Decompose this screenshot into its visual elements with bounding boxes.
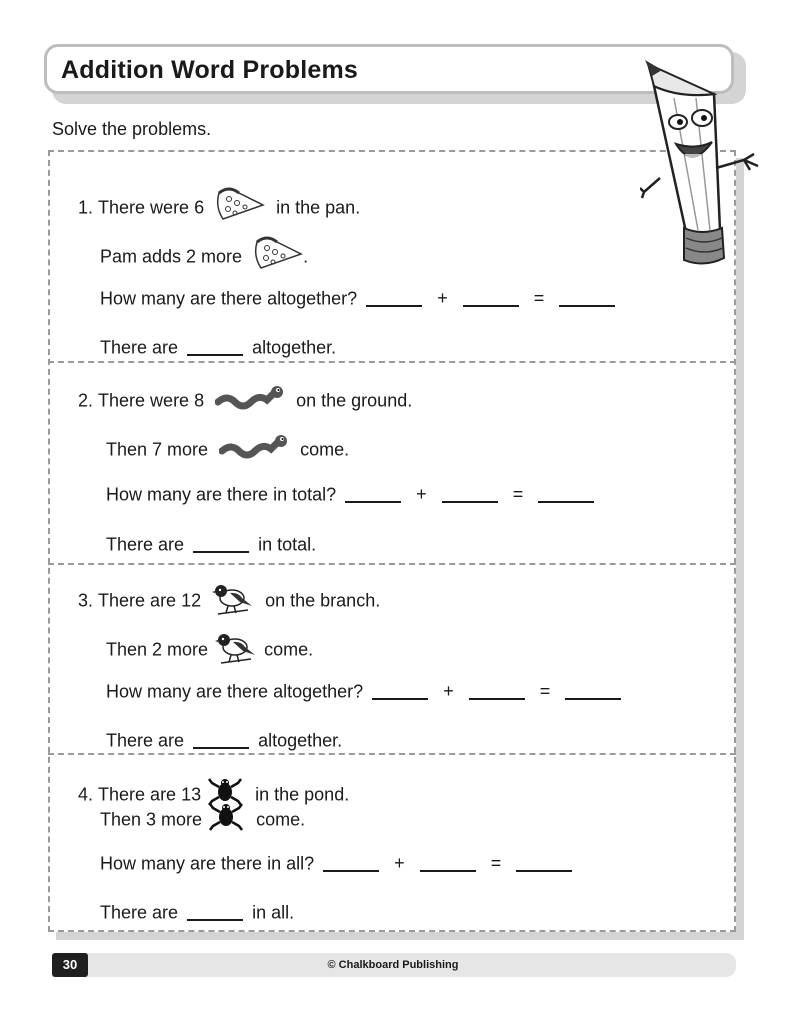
problem-text: Pam adds 2 more <box>100 246 243 267</box>
problem-1-question <box>100 286 619 309</box>
equals-sign: = <box>539 681 551 702</box>
plus-sign: + <box>416 484 427 505</box>
problem-text: come. <box>256 809 306 830</box>
worm-icon <box>215 384 285 417</box>
answer-blank[interactable] <box>516 854 572 872</box>
answer-blank[interactable] <box>442 485 498 503</box>
problem-text: Then 2 more <box>106 639 209 660</box>
problem-text: . <box>303 246 309 267</box>
answer-text: There are <box>100 337 179 358</box>
answer-blank[interactable] <box>193 731 249 749</box>
problem-number: 2. <box>78 390 94 411</box>
problem-number: 3. <box>78 590 94 611</box>
problem-text: There were 6 <box>98 197 205 218</box>
problem-1-line-2 <box>100 236 308 277</box>
answer-blank[interactable] <box>469 682 525 700</box>
copyright-text: © Chalkboard Publishing <box>327 959 459 971</box>
answer-blank[interactable] <box>463 289 519 307</box>
answer-text: in all. <box>252 902 295 923</box>
problem-4-question <box>100 851 576 874</box>
answer-blank[interactable] <box>372 682 428 700</box>
problem-text: Then 7 more <box>106 439 209 460</box>
answer-blank[interactable] <box>187 903 243 921</box>
title-banner <box>44 44 734 94</box>
problem-number: 1. <box>78 197 94 218</box>
plus-sign: + <box>394 853 405 874</box>
question-text: How many are there in all? <box>100 853 315 874</box>
answer-blank[interactable] <box>538 485 594 503</box>
problem-divider <box>48 563 736 565</box>
problem-3-question <box>106 679 625 702</box>
answer-text: altogether. <box>252 337 337 358</box>
bird-icon <box>215 629 257 670</box>
answer-blank[interactable] <box>345 485 401 503</box>
answer-blank[interactable] <box>193 535 249 553</box>
problem-text: on the ground. <box>296 390 413 411</box>
problem-4-line-2 <box>100 802 305 837</box>
answer-text: There are <box>100 902 179 923</box>
problem-3-answer <box>106 728 342 751</box>
problem-divider <box>48 361 736 363</box>
answer-blank[interactable] <box>323 854 379 872</box>
problem-divider <box>48 753 736 755</box>
page-title: Addition Word Problems <box>61 56 358 84</box>
pizza-slice-icon <box>253 236 303 277</box>
answer-text: There are <box>106 534 185 555</box>
problem-text: in the pan. <box>276 197 361 218</box>
question-text: How many are there in total? <box>106 484 337 505</box>
answer-text: altogether. <box>258 730 343 751</box>
frog-icon <box>209 802 243 837</box>
answer-text: in total. <box>258 534 317 555</box>
problem-text: on the branch. <box>265 590 381 611</box>
problem-3-line-2 <box>106 629 313 670</box>
problem-3-line-1 <box>78 580 380 621</box>
pencil-character-icon <box>640 58 764 277</box>
question-text: How many are there altogether? <box>100 288 358 309</box>
equals-sign: = <box>512 484 524 505</box>
page-number: 30 <box>52 953 88 977</box>
answer-blank[interactable] <box>187 338 243 356</box>
problem-2-line-1 <box>78 384 412 417</box>
problem-2-line-2 <box>106 433 349 466</box>
answer-blank[interactable] <box>559 289 615 307</box>
pizza-slice-icon <box>215 187 265 228</box>
problem-text: come. <box>300 439 350 460</box>
problem-text: There were 8 <box>98 390 205 411</box>
problem-text: Then 3 more <box>100 809 203 830</box>
plus-sign: + <box>443 681 454 702</box>
problem-1-line-1 <box>78 187 360 228</box>
question-text: How many are there altogether? <box>106 681 364 702</box>
problem-text: There are 12 <box>98 590 202 611</box>
problem-4-answer <box>100 900 294 923</box>
equals-sign: = <box>490 853 502 874</box>
equals-sign: = <box>533 288 545 309</box>
answer-text: There are <box>106 730 185 751</box>
problem-text: There are 13 <box>98 784 202 805</box>
plus-sign: + <box>437 288 448 309</box>
answer-blank[interactable] <box>366 289 422 307</box>
problem-text: in the pond. <box>255 784 350 805</box>
problem-1-answer <box>100 335 336 358</box>
answer-blank[interactable] <box>565 682 621 700</box>
worm-icon <box>219 433 289 466</box>
problem-number: 4. <box>78 784 94 805</box>
instructions: Solve the problems. <box>52 119 212 139</box>
bird-icon <box>212 580 254 621</box>
problem-text: come. <box>264 639 314 660</box>
problem-2-question <box>106 482 598 505</box>
problem-2-answer <box>106 532 316 555</box>
answer-blank[interactable] <box>420 854 476 872</box>
